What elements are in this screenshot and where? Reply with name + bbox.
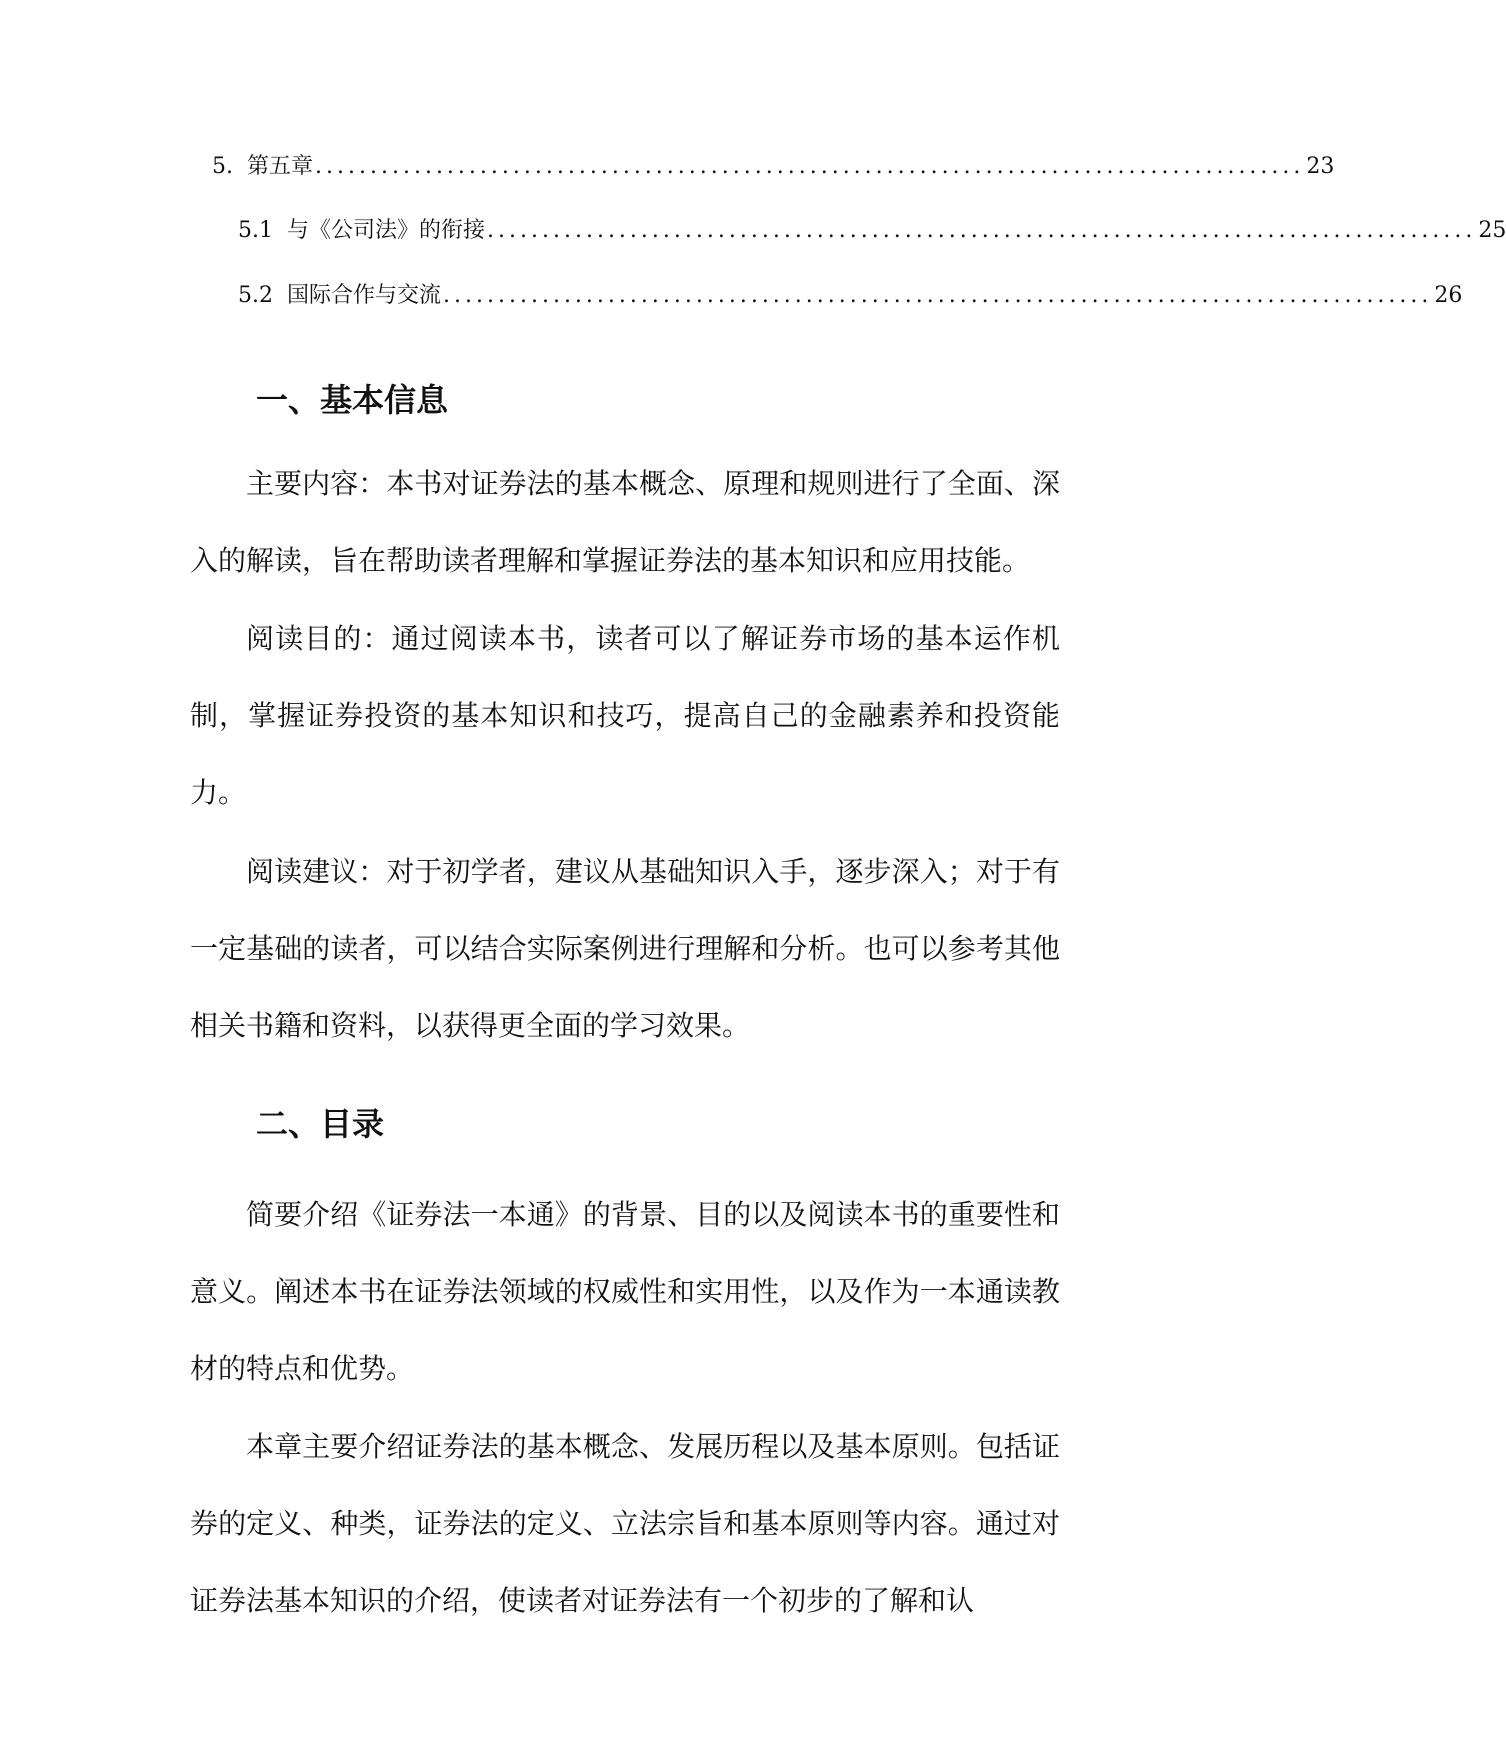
toc-leader-dots: ..........................................................................................	[315, 154, 1305, 179]
toc-entry[interactable]	[238, 281, 1463, 311]
toc-entry-page: 23	[1306, 154, 1335, 179]
paragraph-main-content: 主要内容：本书对证券法的基本概念、原理和规则进行了全面、深入的解读，旨在帮助读者理解和掌握证券法的基本知识和应用技能。	[190, 467, 1060, 577]
paragraph-reading-purpose: 阅读目的：通过阅读本书，读者可以了解证券市场的基本运作机制，掌握证券投资的基本知识和技巧，提高自己的金融素养和投资能力。	[190, 622, 1060, 809]
toc-entry-title: 第五章	[247, 154, 314, 179]
paragraph-introduction: 简要介绍《证券法一本通》的背景、目的以及阅读本书的重要性和意义。阐述本书在证券法领域的权威性和实用性，以及作为一本通读教材的特点和优势。	[190, 1198, 1060, 1385]
paragraph-chapter-summary: 本章主要介绍证券法的基本概念、发展历程以及基本原则。包括证券的定义、种类，证券法的定义、立法宗旨和基本原则等内容。通过对证券法基本知识的介绍，使读者对证券法有一个初步的了解和认	[190, 1430, 1060, 1617]
toc-entry-number: 5.2	[238, 283, 273, 308]
toc-leader-dots: ..........................................................................................	[443, 283, 1433, 308]
paragraph-reading-advice: 阅读建议：对于初学者，建议从基础知识入手，逐步深入；对于有一定基础的读者，可以结合实际案例进行理解和分析。也可以参考其他相关书籍和资料，以获得更全面的学习效果。	[190, 855, 1060, 1042]
toc-entry-page: 26	[1434, 283, 1463, 308]
toc-entry[interactable]	[238, 216, 1506, 246]
section-heading-basic-info: 一、基本信息	[256, 381, 449, 419]
toc-entry-title: 国际合作与交流	[287, 283, 442, 308]
toc-entry-number: 5.1	[238, 218, 273, 243]
section-heading-contents: 二、目录	[256, 1105, 385, 1143]
toc-entry[interactable]	[212, 152, 1335, 182]
toc-leader-dots: ..........................................................................................	[487, 218, 1477, 243]
toc-entry-number: 5.	[212, 154, 233, 179]
toc-entry-title: 与《公司法》的衔接	[287, 218, 486, 243]
toc-entry-page: 25	[1478, 218, 1506, 243]
